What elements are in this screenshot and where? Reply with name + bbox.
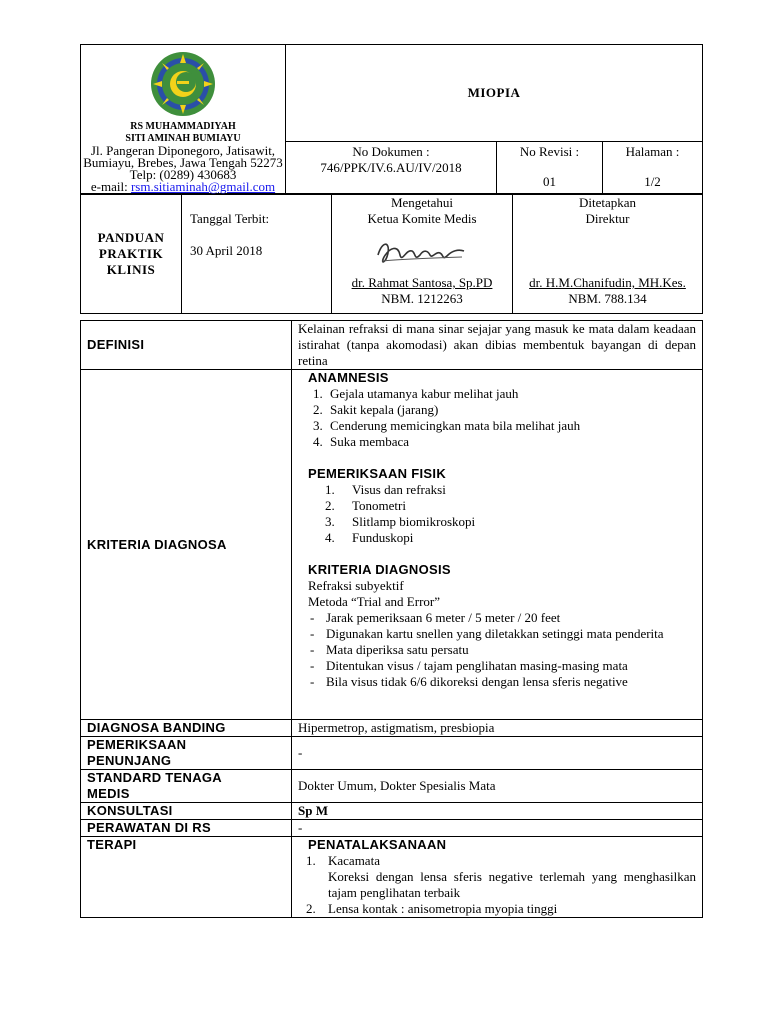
list-item: 2. Sakit kepala (jarang) bbox=[326, 402, 696, 418]
list-item: 1. Gejala utamanya kabur melihat jauh bbox=[326, 386, 696, 402]
hospital-name-line-1: RS MUHAMMADIYAH bbox=[130, 121, 236, 132]
no-revisi-cell bbox=[497, 142, 603, 194]
direktur-signature-space bbox=[513, 227, 702, 275]
definisi-text: Kelainan refraksi di mana sinar sejajar yang masuk ke mata dalam keadaan istirahat (tanpa akomodasi) akan dibias membentuk bayangan di depan retina bbox=[292, 321, 703, 370]
ppk-content-table bbox=[80, 320, 703, 918]
konsultasi-text: Sp M bbox=[292, 803, 703, 820]
konsultasi-row bbox=[81, 803, 703, 820]
list-item: - Digunakan kartu snellen yang diletakkan setinggi mata penderita bbox=[302, 626, 696, 642]
perawatan-text: - bbox=[292, 820, 703, 837]
terapi-item-1: 1. Kacamata Koreksi dengan lensa sferis negative terlemah yang menghasilkan tajam penglihatan terbaik bbox=[306, 853, 696, 900]
tenaga-label-line-1: STANDARD TENAGA bbox=[87, 770, 222, 785]
standard-tenaga-row bbox=[81, 770, 703, 803]
penatalaksanaan-title: PENATALAKSANAAN bbox=[308, 837, 447, 852]
signature-icon bbox=[372, 233, 472, 271]
tanggal-terbit-cell bbox=[182, 195, 332, 314]
list-item: 3. Cenderung memicingkan mata bila melihat jauh bbox=[326, 418, 696, 434]
pemeriksaan-fisik-title: PEMERIKSAAN FISIK bbox=[308, 466, 447, 481]
no-revisi-label: No Revisi : bbox=[519, 144, 580, 160]
list-item: 1. Visus dan refraksi bbox=[338, 482, 696, 498]
anamnesis-title: ANAMNESIS bbox=[308, 370, 389, 385]
no-revisi-value: 01 bbox=[543, 174, 556, 190]
ppk-info bbox=[80, 194, 703, 314]
list-item: 2. Tonometri bbox=[338, 498, 696, 514]
anamnesis-list bbox=[298, 386, 696, 450]
no-dokumen-label: No Dokumen : bbox=[352, 144, 430, 160]
ketua-komite-label: Ketua Komite Medis bbox=[367, 211, 477, 226]
tanggal-terbit-value: 30 April 2018 bbox=[190, 243, 263, 258]
address-line-2: Bumiayu, Brebes, Jawa Tengah 52273 bbox=[83, 155, 283, 170]
direktur-nbm: NBM. 788.134 bbox=[568, 291, 647, 306]
list-item: - Ditentukan visus / tajam penglihatan masing-masing mata bbox=[302, 658, 696, 674]
halaman-label: Halaman : bbox=[625, 144, 680, 160]
kriteria-content bbox=[292, 370, 703, 720]
terapi-content bbox=[292, 837, 703, 918]
email-link[interactable]: rsm.sitiaminah@gmail.com bbox=[130, 179, 276, 194]
hospital-name-line-2: SITI AMINAH BUMIAYU bbox=[125, 133, 241, 144]
pemeriksaan-penunjang-text: - bbox=[292, 737, 703, 770]
terapi-row bbox=[81, 837, 703, 918]
pemeriksaan-fisik-list bbox=[298, 482, 696, 546]
definisi-label: DEFINISI bbox=[81, 321, 292, 370]
phone-number: Telp: (0289) 430683 bbox=[129, 167, 237, 182]
ppk-label-line-2: PRAKTIK bbox=[98, 246, 164, 261]
ketua-nbm: NBM. 1212263 bbox=[381, 291, 463, 306]
definisi-row bbox=[81, 321, 703, 370]
document-title: MIOPIA bbox=[286, 45, 703, 142]
ppk-label-line-3: KLINIS bbox=[106, 262, 156, 277]
list-item: 4. Suka membaca bbox=[326, 434, 696, 450]
penunjang-label-line-1: PEMERIKSAAN bbox=[87, 737, 187, 752]
direktur-name: dr. H.M.Chanifudin, MH.Kes. bbox=[529, 275, 686, 290]
list-item: 3. Slitlamp biomikroskopi bbox=[338, 514, 696, 530]
ppk-label-line-1: PANDUAN bbox=[97, 230, 165, 245]
no-dokumen-cell bbox=[286, 142, 497, 194]
penunjang-label-line-2: PENUNJANG bbox=[87, 753, 172, 768]
direktur-cell bbox=[513, 195, 703, 314]
halaman-cell bbox=[603, 142, 703, 194]
list-item: - Bila visus tidak 6/6 dikoreksi dengan lensa sferis negative bbox=[302, 674, 696, 690]
ketua-komite-cell bbox=[332, 195, 513, 314]
kriteria-sub-2: Metoda “Trial and Error” bbox=[308, 594, 441, 609]
list-item: - Jarak pemeriksaan 6 meter / 5 meter / 20 feet bbox=[302, 610, 696, 626]
halaman-value: 1/2 bbox=[644, 174, 661, 190]
kriteria-sub-1: Refraksi subyektif bbox=[308, 578, 404, 593]
tanggal-terbit-label: Tanggal Terbit: bbox=[190, 211, 270, 226]
perawatan-label: PERAWATAN DI RS bbox=[81, 820, 292, 837]
standard-tenaga-label bbox=[81, 770, 292, 803]
diagnosa-banding-text: Hipermetrop, astigmatism, presbiopia bbox=[292, 720, 703, 737]
tenaga-label-line-2: MEDIS bbox=[87, 786, 130, 801]
pemeriksaan-penunjang-row bbox=[81, 737, 703, 770]
list-item: - Mata diperiksa satu persatu bbox=[302, 642, 696, 658]
terapi-item-2: 2. Lensa kontak : anisometropia myopia tinggi bbox=[298, 901, 696, 917]
kriteria-label: KRITERIA DIAGNOSA bbox=[81, 370, 292, 720]
mengetahui-label: Mengetahui bbox=[390, 195, 454, 210]
terapi-item-2-title: Lensa kontak : anisometropia myopia tinggi bbox=[328, 901, 558, 916]
pemeriksaan-penunjang-label bbox=[81, 737, 292, 770]
terapi-item-1-title: Kacamata bbox=[328, 853, 380, 868]
list-item: 4. Funduskopi bbox=[338, 530, 696, 546]
konsultasi-label: KONSULTASI bbox=[81, 803, 292, 820]
email-line bbox=[81, 181, 285, 193]
logo-container bbox=[81, 51, 285, 121]
terapi-item-1-detail: Koreksi dengan lensa sferis negative terlemah yang menghasilkan tajam penglihatan terbaik bbox=[328, 869, 696, 900]
kriteria-list bbox=[298, 610, 696, 690]
ditetapkan-label: Ditetapkan bbox=[578, 195, 637, 210]
email-label: e-mail: bbox=[90, 179, 128, 194]
kriteria-row bbox=[81, 370, 703, 720]
perawatan-row bbox=[81, 820, 703, 837]
ketua-name: dr. Rahmat Santosa, Sp.PD bbox=[351, 275, 493, 290]
diagnosa-banding-row bbox=[81, 720, 703, 737]
standard-tenaga-text: Dokter Umum, Dokter Spesialis Mata bbox=[292, 770, 703, 803]
direktur-label: Direktur bbox=[585, 211, 630, 226]
no-dokumen-value: 746/PPK/IV.6.AU/IV/2018 bbox=[320, 160, 462, 176]
address-line-1: Jl. Pangeran Diponegoro, Jatisawit, bbox=[90, 143, 276, 158]
document-header bbox=[80, 44, 703, 194]
ppk-label bbox=[81, 195, 182, 314]
hospital-identity-cell bbox=[81, 45, 286, 194]
terapi-label: TERAPI bbox=[81, 837, 292, 918]
muhammadiyah-logo-icon bbox=[150, 51, 216, 117]
diagnosa-banding-label: DIAGNOSA BANDING bbox=[81, 720, 292, 737]
kriteria-diagnosis-title: KRITERIA DIAGNOSIS bbox=[308, 562, 451, 577]
